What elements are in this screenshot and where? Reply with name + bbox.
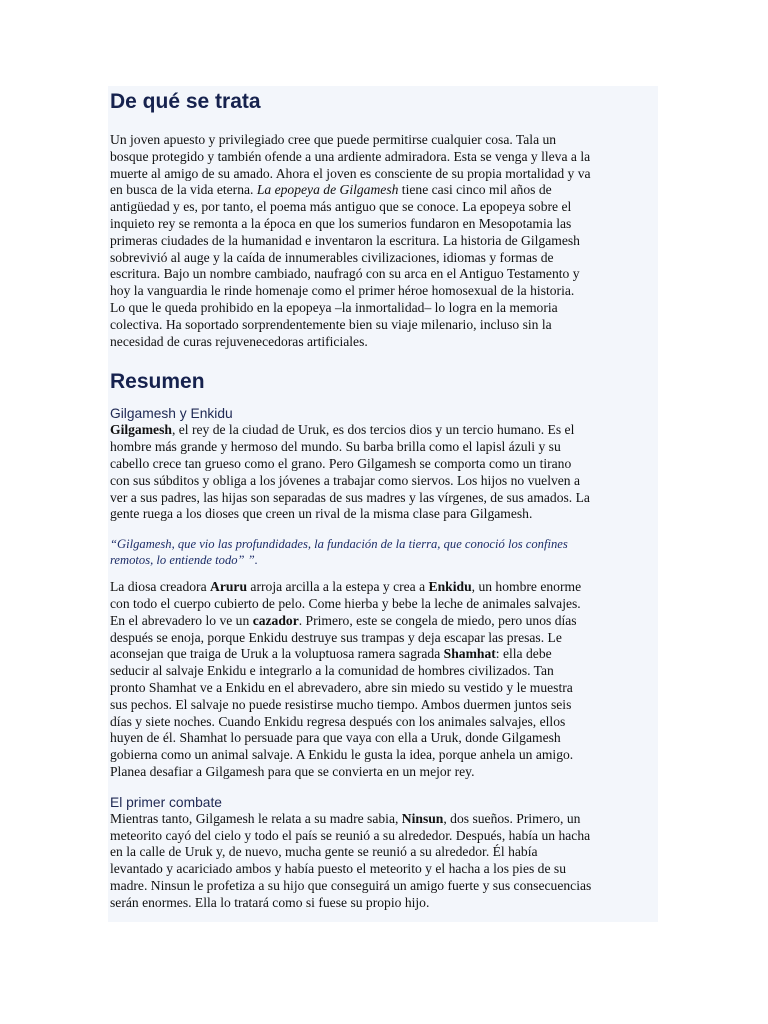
text-line: seducir al salvaje Enkidu e integrarlo a la comunidad de hombres civilizados. Tan [110,663,554,679]
text-fragment: En el abrevadero lo ve un [110,612,253,628]
text-fragment: Mientras tanto, Gilgamesh le relata a su madre sabia, [110,810,402,826]
text-line: madre. Ninsun le profetiza a su hijo que conseguirá un amigo fuerte y sus consecuencias [110,877,592,893]
subsection-heading-gilgamesh-enkidu: Gilgamesh y Enkidu [110,406,233,422]
document-content [110,86,658,911]
text-line [110,422,658,439]
text-line: después se enoja, porque Enkidu destruye sus trampas y deja escapar las presas. Le [110,629,562,645]
text-line: colectiva. Ha soportado sorprendentemente bien su viaje milenario, incluso sin la [110,316,552,332]
text-line [110,646,658,663]
section-heading-summary: Resumen [110,370,205,394]
bold-name: Shamhat [443,646,496,662]
enkidu-paragraph [110,579,658,781]
text-line: hoy la vanguardia le rinde homenaje como el primer héroe homosexual de la historia. [110,283,575,299]
text-fragment: . Primero, este se congela de miedo, pero unos días [298,612,577,628]
text-line: huyen de él. Shamhat lo persuade para que vaya con ella a Uruk, donde Gilgamesh [110,730,561,746]
text-line: meteorito cayó del cielo y todo el país se reunió a su alrededor. Después, había un hacha [110,827,591,843]
text-fragment: aconsejan que traiga de Uruk a la voluptuosa ramera sagrada [110,646,444,662]
text-line: antigüedad y es, por tanto, el poema más antiguo que se conoce. La epopeya sobre el [110,199,572,215]
text-line: en la calle de Uruk y, de nuevo, mucha gente se reunió a su alrededor. Él había [110,844,538,860]
text-line: pronto Shamhat ve a Enkidu en el abrevadero, abre sin miedo su vestido y le muestra [110,679,573,695]
text-fragment: : ella debe [495,646,552,662]
text-fragment: , dos sueños. Primero, un [443,810,581,826]
text-line: bosque protegido y también ofende a una ardiente admiradora. Esta se venga y lleva a la [110,148,591,164]
text-fragment: La diosa creadora [110,579,211,595]
section-heading-what-about: De qué se trata [110,90,261,113]
quote [110,536,658,568]
text-line: Un joven apuesto y privilegiado cree que puede permitirse cualquier cosa. Tala un [110,132,557,147]
text-line: levantado y acariciado ambos y había puesto el meteorito y el hacha a los pies de su [110,861,566,877]
text-line: primeras ciudades de la humanidad e inventaron la escritura. La historia de Gilgamesh [110,232,580,248]
text-line [110,811,658,828]
text-line: muerte al amigo de su amado. Ahora el joven es consciente de su propia mortalidad y va [110,165,591,181]
text-line: días y siete noches. Cuando Enkidu regresa después con los animales salvajes, ellos [110,713,566,729]
quote-line: remotos, lo entiende todo” ”. [110,553,258,568]
text-line: escritura. Bajo un nombre cambiado, naufragó con su arca en el Antiguo Testamento y [110,266,580,282]
text-line: gobierna como un animal salvaje. A Enkidu le gusta la idea, porque anhela un amigo. [110,747,574,763]
bold-name: Aruru [210,579,248,595]
text-line: sobrevivió al auge y la caída de innumerables civilizaciones, idiomas y formas de [110,249,554,265]
gilgamesh-paragraph [110,422,658,523]
text-fragment: , el rey de la ciudad de Uruk, es dos tercios dios y un tercio humano. Es el [171,422,575,438]
text-line: hombre más grande y hermoso del mundo. Su barba brilla como el lapisl ázuli y su [110,439,561,455]
bold-name: Gilgamesh [110,422,172,438]
text-line: sus pechos. El salvaje no puede resistirse mucho tiempo. Ambos duermen juntos seis [110,696,572,712]
text-fragment: arroja arcilla a la estepa y crea a [247,579,429,595]
text-line [110,579,658,596]
text-line: cabello crece tan grueso como el grano. Pero Gilgamesh se comporta como un tirano [110,455,572,471]
bold-name: Enkidu [428,579,472,595]
text-line [110,182,658,199]
book-title-italic: La epopeya de Gilgamesh [256,182,399,198]
subsection-heading-first-combat: El primer combate [110,794,222,810]
combat-paragraph [110,811,658,912]
text-line: necesidad de curas rejuvenecedoras artificiales. [110,333,368,349]
text-line: gente ruega a los dioses que creen un rival de la misma clase para Gilgamesh. [110,506,533,522]
bold-name: Ninsun [401,810,444,826]
quote-line: “Gilgamesh, que vio las profundidades, la fundación de la tierra, que conoció los confines [110,537,568,552]
text-line: serán enormes. Ella lo tratará como si fuese su propio hijo. [110,894,430,910]
text-line: Lo que le queda prohibido en la epopeya –la inmortalidad– lo logra en la memoria [110,299,558,315]
bold-name: cazador [252,612,299,628]
intro-paragraph [110,132,658,350]
text-line: con sus súbditos y obliga a los jóvenes a trabajar como siervos. Los hijos no vuelven a [110,472,581,488]
text-line: inquieto rey se remonta a la época en que los sumerios fundaron en Mesopotamia las [110,215,572,231]
text-fragment: tiene casi cinco mil años de [398,182,552,198]
text-fragment: en busca de la vida eterna. [110,182,257,198]
text-line: ver a sus padres, las hijas son separadas de sus madres y las vírgenes, de sus amados. La [110,489,590,505]
text-line: Planea desafiar a Gilgamesh para que se convierta en un mejor rey. [110,763,475,779]
text-line [110,613,658,630]
text-line: con todo el cuerpo cubierto de pelo. Come hierba y bebe la leche de animales salvajes. [110,595,581,611]
text-fragment: , un hombre enorme [471,579,582,595]
